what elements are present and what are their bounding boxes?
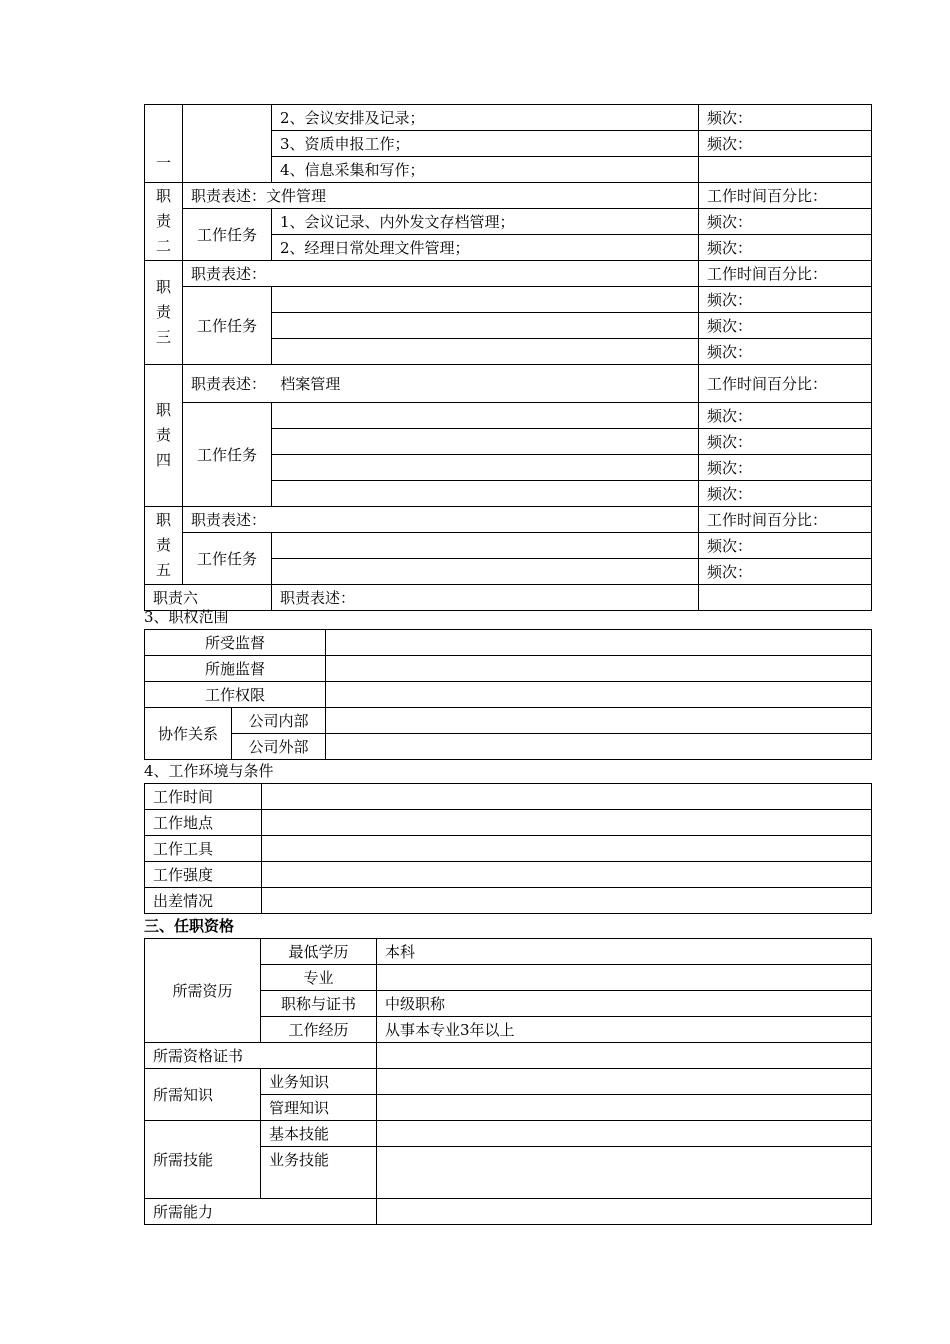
environment-heading: 4、工作环境与条件	[144, 762, 274, 780]
knowledge-row-value	[377, 1095, 872, 1121]
skill-row-label: 业务技能	[261, 1147, 377, 1199]
duty2-desc: 职责表述：文件管理	[183, 183, 699, 209]
duty2-task: 1、会议记录、内外发文存档管理；	[272, 209, 699, 235]
duty6-desc: 职责表述：	[272, 585, 699, 611]
duty1-label: 一	[145, 105, 183, 183]
authority-row-label: 所受监督	[145, 630, 326, 656]
authority-row-label: 工作权限	[145, 682, 326, 708]
duty6-pct	[699, 585, 872, 611]
knowledge-row-value	[377, 1069, 872, 1095]
collab-sub-label: 公司内部	[232, 708, 326, 734]
environment-table	[144, 783, 872, 914]
duty4-task	[272, 481, 699, 507]
edu-row-value: 本科	[377, 939, 872, 965]
edu-row-value: 中级职称	[377, 991, 872, 1017]
duty4-freq: 频次：	[699, 455, 872, 481]
duty2-pct: 工作时间百分比：	[699, 183, 872, 209]
duty3-label: 职 责 三	[145, 261, 183, 365]
authority-table	[144, 629, 872, 760]
edu-row-value: 从事本专业3年以上	[377, 1017, 872, 1043]
environment-row-value	[262, 784, 872, 810]
qualification-heading: 三、任职资格	[144, 917, 235, 935]
edu-row-label: 专业	[261, 965, 377, 991]
duty3-freq: 频次：	[699, 339, 872, 365]
duty4-pct: 工作时间百分比：	[699, 365, 872, 403]
duty3-task-label: 工作任务	[183, 287, 272, 365]
skill-row-value	[377, 1147, 872, 1199]
duty1-task: 2、会议安排及记录；	[272, 105, 699, 131]
duty2-freq: 频次：	[699, 235, 872, 261]
education-label: 所需资历	[145, 939, 261, 1043]
edu-row-value	[377, 965, 872, 991]
collab-sub-value	[326, 734, 872, 760]
certificate-label: 所需资格证书	[145, 1043, 377, 1069]
environment-row-value	[262, 810, 872, 836]
knowledge-row-label: 业务知识	[261, 1069, 377, 1095]
knowledge-label: 所需知识	[145, 1069, 261, 1121]
knowledge-row-label: 管理知识	[261, 1095, 377, 1121]
duty5-task	[272, 559, 699, 585]
duty2-task-label: 工作任务	[183, 209, 272, 261]
duty3-freq: 频次：	[699, 313, 872, 339]
authority-row-value	[326, 656, 872, 682]
collab-label: 协作关系	[145, 708, 232, 760]
duty4-freq: 频次：	[699, 403, 872, 429]
duty5-pct: 工作时间百分比：	[699, 507, 872, 533]
skills-label: 所需技能	[145, 1121, 261, 1199]
ability-value	[377, 1199, 872, 1225]
duty1-task: 4、信息采集和写作；	[272, 157, 699, 183]
qualification-table	[144, 938, 872, 1225]
edu-row-label: 工作经历	[261, 1017, 377, 1043]
collab-sub-label: 公司外部	[232, 734, 326, 760]
environment-row-value	[262, 836, 872, 862]
duty5-task-label: 工作任务	[183, 533, 272, 585]
duty1-freq: 频次：	[699, 105, 872, 131]
duty4-desc: 职责表述： 档案管理	[183, 365, 699, 403]
authority-row-value	[326, 682, 872, 708]
duty5-desc: 职责表述：	[183, 507, 699, 533]
duty5-freq: 频次：	[699, 533, 872, 559]
ability-label: 所需能力	[145, 1199, 377, 1225]
edu-row-label: 职称与证书	[261, 991, 377, 1017]
duty2-label: 职 责 二	[145, 183, 183, 261]
duty3-freq: 频次：	[699, 287, 872, 313]
duty1-task-label	[183, 105, 272, 183]
duty4-freq: 频次：	[699, 481, 872, 507]
duty6-label: 职责六	[145, 585, 272, 611]
duty5-freq: 频次：	[699, 559, 872, 585]
duties-table	[144, 104, 872, 611]
duty4-task-label: 工作任务	[183, 403, 272, 507]
skill-row-label: 基本技能	[261, 1121, 377, 1147]
duty2-freq: 频次：	[699, 209, 872, 235]
duty1-task: 3、资质申报工作；	[272, 131, 699, 157]
environment-row-label: 工作强度	[145, 862, 262, 888]
duty5-label: 职 责 五	[145, 507, 183, 585]
duty3-desc: 职责表述：	[183, 261, 699, 287]
duty4-task	[272, 429, 699, 455]
duty1-freq	[699, 157, 872, 183]
duty3-task	[272, 339, 699, 365]
authority-row-label: 所施监督	[145, 656, 326, 682]
environment-row-label: 出差情况	[145, 888, 262, 914]
environment-row-label: 工作工具	[145, 836, 262, 862]
environment-row-label: 工作时间	[145, 784, 262, 810]
authority-row-value	[326, 630, 872, 656]
duty5-task	[272, 533, 699, 559]
collab-sub-value	[326, 708, 872, 734]
duty4-task	[272, 403, 699, 429]
authority-heading: 3、职权范围	[144, 608, 229, 626]
duty3-pct: 工作时间百分比：	[699, 261, 872, 287]
duty3-task	[272, 287, 699, 313]
duty1-freq: 频次：	[699, 131, 872, 157]
duty4-freq: 频次：	[699, 429, 872, 455]
duty2-task: 2、经理日常处理文件管理；	[272, 235, 699, 261]
environment-row-value	[262, 862, 872, 888]
duty3-task	[272, 313, 699, 339]
environment-row-value	[262, 888, 872, 914]
certificate-value	[377, 1043, 872, 1069]
environment-row-label: 工作地点	[145, 810, 262, 836]
edu-row-label: 最低学历	[261, 939, 377, 965]
skill-row-value	[377, 1121, 872, 1147]
duty4-label: 职 责 四	[145, 365, 183, 507]
duty4-task	[272, 455, 699, 481]
